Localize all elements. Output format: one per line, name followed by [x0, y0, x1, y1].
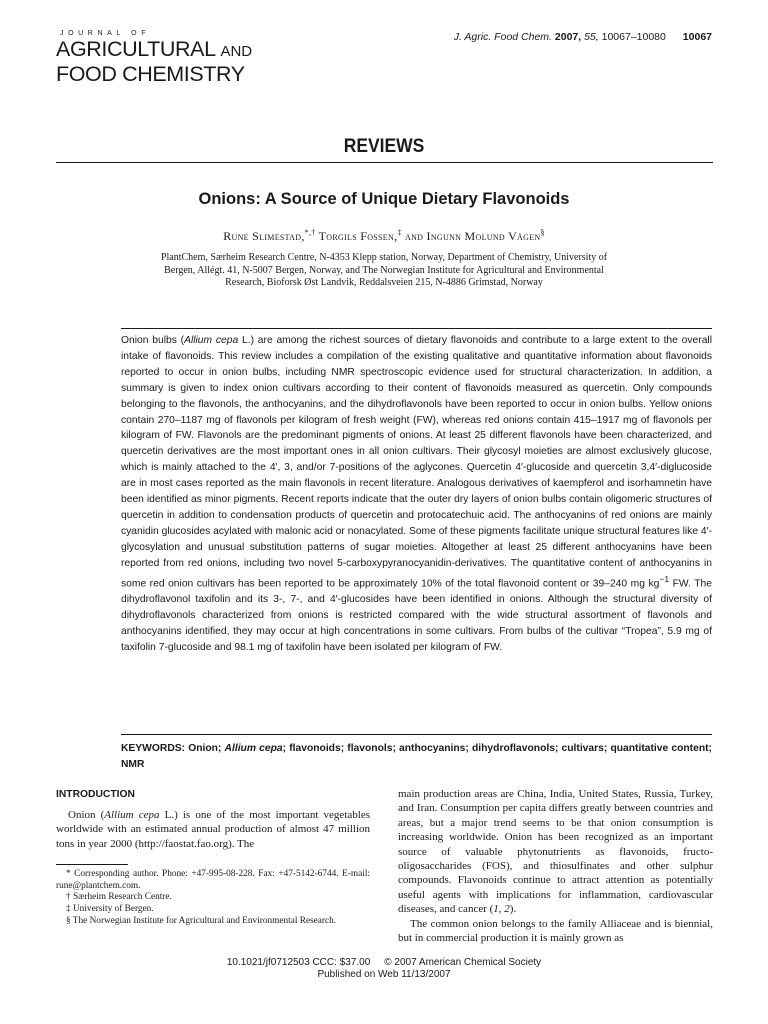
article-title: Onions: A Source of Unique Dietary Flavonoids — [198, 190, 570, 208]
copyright: © 2007 American Chemical Society — [384, 957, 542, 968]
section-rule — [56, 162, 713, 163]
footnote-affiliation-1: † Særheim Research Centre. — [66, 892, 172, 903]
section-title: REVIEWS — [343, 136, 425, 157]
abstract: Onion bulbs (Allium cepa L.) are among the richest sources of dietary flavonoids and contribute to a large extent to the overall intake of flavonoids. This review includes a compilation of the existing qualitative and quantitative information about flavonoids reported to occur in onion bulbs, including NMR spectroscopic evidence used for structural characterization. In addition, a summary is given to index onion cultivars according to their content of flavonoids measured as quercetin. Only compounds belonging to the flavonols, the anthocyanins, and the dihydroflavonols have been reported to occur in onion bulbs. Yellow onions contain 270–1187 mg of flavonols per kilogram of fresh weight (FW), whereas red onions contain 415–1917 mg of flavonols per kilogram of FW. Flavonols are the predominant pigments of onions. At least 25 different flavonols have been characterized, and quercetin derivatives are the most important ones in all onion cultivars. Their glycosyl moieties are almost exclusively glucose, which is mainly attached to the 4′, 3, and/or 7-positions of the aglycones. Quercetin 4′-glucoside and quercetin 3,4′-diglucoside are in most cases reported as the main flavonols in recent literature. Analogous derivatives of kaempferol and isorhamnetin have been identified as minor pigments. Recent reports indicate that the outer dry layers of onion bulbs contain oligomeric structures of quercetin in addition to condensation products of quercetin and protocatechuic acid. The anthocyanins of red onions are mainly cyanidin glucosides acylated with malonic acid or nonacylated. Some of these pigments facilitate unique structural features like 4′-glycosylation and unusual substitution patterns of sugar moieties. Altogether at least 25 different anthocyanins have been reported from red onions, including two novel 5-carboxypyranocyanidin-derivatives. The quantitative content of anthocyanins in some red onion cultivars has been reported to be approximately 10% of the total flavonoid content or 39–240 mg $kg^{-1}$ FW. The dihydroflavonol taxifolin and its 3-, 7-, and 4′-glucosides have been identified in onions. Although the structural diversity of dihydroflavonols characterized from onions is restricted compared with the wide structural assortment of flavonols and anthocyanins identified, they may occur at high concentrations in some cultivars. From bulbs of the cultivar “Tropea”, 5.9 mg of taxifolin 7-glucoside and 98.1 mg of taxifolin have been isolated per kilogram of FW. — [121, 335, 712, 653]
keywords: KEYWORDS: Onion; Allium cepa; flavonoids; flavonols; anthocyanins; dihydroflavonols; cultivars; quantitative content; NMR — [121, 743, 712, 770]
journal-logo-small: JOURNAL OF — [60, 30, 151, 37]
footnote-affiliation-3: § The Norwegian Institute for Agricultural and Environmental Research. — [66, 915, 337, 926]
journal-logo-line2: FOOD CHEMISTRY — [56, 62, 245, 86]
affiliation: PlantChem, Særheim Research Centre, N-4353 Klepp station, Norway, Department of Chemistry, University of Bergen, Allégt. 41, N-5007 Bergen, Norway, and The Norwegian Institute for Agricultural and Environmental Research, Bioforsk Øst Landvik, Reddalsveien 215, N-4886 Grimstad, Norway — [160, 252, 608, 289]
intro-paragraph-continued: main production areas are China, India, United States, Russia, Turkey, and Iran. Consumption per capita differs greatly between countries and areas, but a major trend seems to be that onion consumption is increasing worldwide. Onion has been recognized as an important source of valuable phytonutrients as flavonoids, fructo-oligosaccharides (FOS), and thiosulfinates and other sulphur compounds. Flavonoids continue to attract attention as potentially useful agents with implications for inflammation, cardiovascular diseases, and cancer (1, 2). — [398, 788, 713, 916]
page-number: 10067 — [682, 31, 712, 43]
journal-logo — [56, 30, 286, 85]
introduction-heading: INTRODUCTION — [56, 789, 135, 800]
intro-paragraph-2: The common onion belongs to the family Alliaceae and is biennial, but in commercial production it is mainly grown as — [398, 917, 713, 945]
left-column — [56, 789, 370, 927]
footnote-rule — [56, 864, 128, 865]
right-column — [398, 787, 713, 945]
footnote-affiliation-2: ‡ University of Bergen. — [66, 904, 154, 914]
page-footer — [0, 957, 768, 981]
footnote-corresponding: * Corresponding author. Phone: +47-995-08-228. Fax: +47-5142-6744. E-mail: rune@plantchem.com. — [56, 869, 370, 891]
journal-logo-line1: AGRICULTURAL AND — [56, 37, 253, 61]
abstract-rule-bottom — [121, 734, 712, 735]
citation: J. Agric. Food Chem. 2007, 55, 10067–10080 10067 — [453, 31, 712, 43]
authors: Rune Slimestad,*,† Torgils Fossen,‡ and Ingunn Molund Vågen§ — [223, 228, 545, 243]
intro-paragraph: Onion (Allium cepa L.) is one of the most important vegetables worldwide with an estimated annual production of almost 47 million tons in year 2000 (http://faostat.fao.org). The — [56, 809, 370, 850]
doi: 10.1021/jf0712503 CCC: $37.00 — [226, 957, 371, 968]
published-date: Published on Web 11/13/2007 — [317, 969, 451, 980]
abstract-rule-top — [121, 328, 712, 329]
